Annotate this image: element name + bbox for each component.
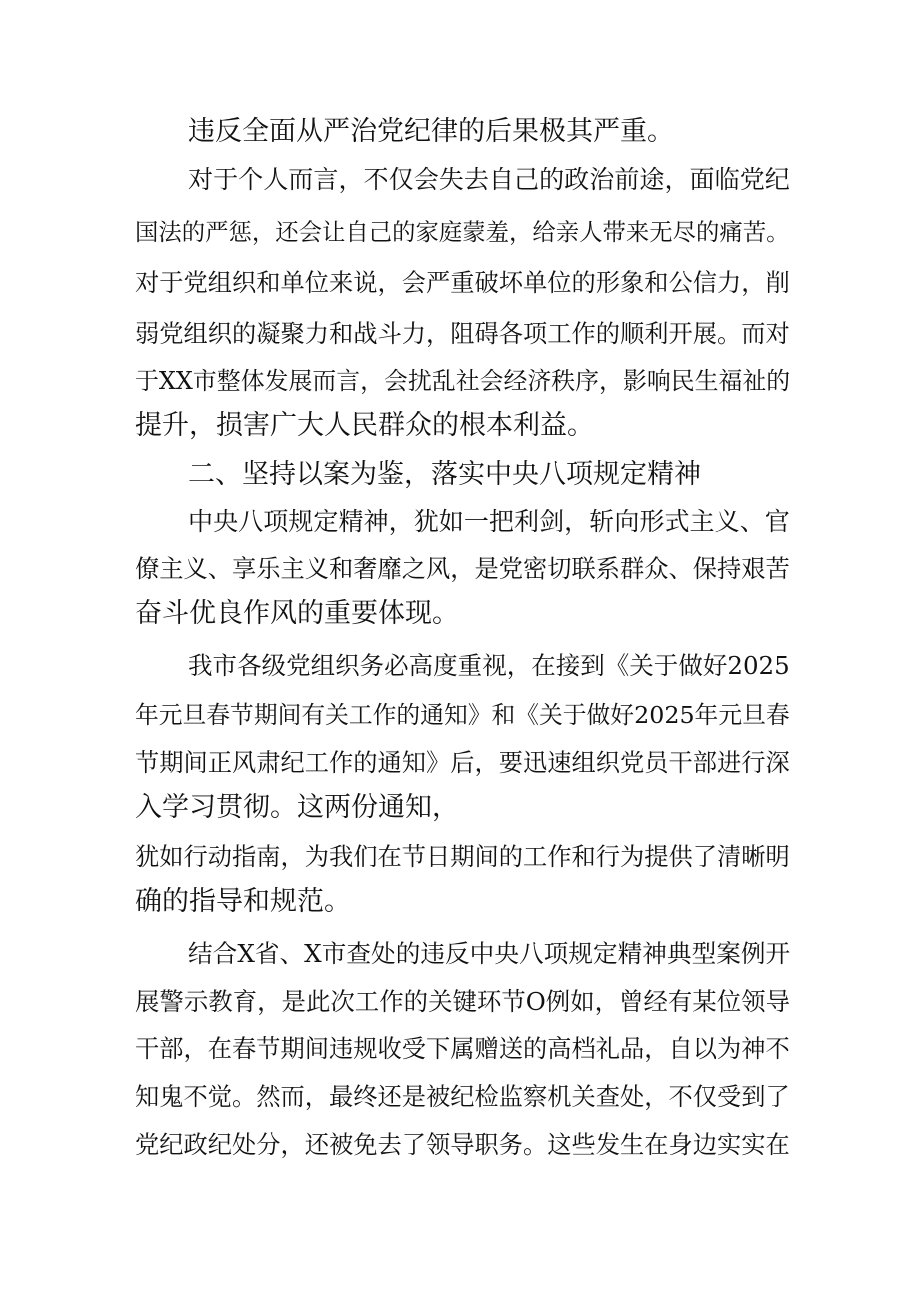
text-line: 对于个人而言，不仅会失去自己的政治前途，面临党纪: [188, 165, 790, 194]
text-line: 犹如行动指南，为我们在节日期间的工作和行为提供了清晰明: [135, 842, 790, 871]
text-line: 于XX市整体发展而言，会扰乱社会经济秩序，影响民生福祉的: [135, 367, 791, 395]
text-line: 对于党组织和单位来说，会严重破坏单位的形象和公信力，削: [135, 268, 790, 297]
text-line: 国法的严惩，还会让自己的家庭蒙羞，给亲人带来无尽的痛苦。: [135, 218, 790, 246]
text-line: 我市各级党组织务必高度重视，在接到《关于做好2025: [188, 651, 790, 680]
text-line: 僚主义、享乐主义和奢靡之风，是党密切联系群众、保持艰苦: [135, 554, 790, 583]
text-line: 知鬼不觉。然而，最终还是被纪检监察机关查处，不仅受到了: [135, 1082, 790, 1111]
text-line: 干部，在春节期间违规收受下属赠送的高档礼品，自以为神不: [135, 1034, 790, 1063]
text-line: 党纪政纪处分，还被免去了领导职务。这些发生在身边实实在: [135, 1130, 790, 1159]
text-line: 节期间正风肃纪工作的通知》后，要迅速组织党员干部进行深: [135, 748, 790, 777]
section-heading: 二、坚持以案为鉴，落实中央八项规定精神: [188, 459, 701, 490]
text-line: 弱党组织的凝聚力和战斗力，阻碍各项工作的顺利开展。而对: [135, 319, 790, 348]
text-line: 确的指导和规范。: [135, 886, 351, 917]
text-line: 年元旦春节期间有关工作的通知》和《关于做好2025年元旦春: [135, 701, 790, 729]
text-line: 展警示教育，是此次工作的关键环节O例如，曾经有某位领导: [135, 987, 790, 1016]
text-line: 中央八项规定精神，犹如一把利剑，斩向形式主义、官: [188, 507, 790, 536]
text-line: 入学习贯彻。这两份通知，: [135, 792, 459, 823]
text-line: 奋斗优良作风的重要体现。: [135, 598, 459, 629]
text-line: 违反全面从严治党纪律的后果极其严重。: [188, 116, 674, 147]
text-line: 提升，损害广大人民群众的根本利益。: [135, 410, 594, 441]
text-line: 结合X省、X市查处的违反中央八项规定精神典型案例开: [188, 939, 791, 968]
